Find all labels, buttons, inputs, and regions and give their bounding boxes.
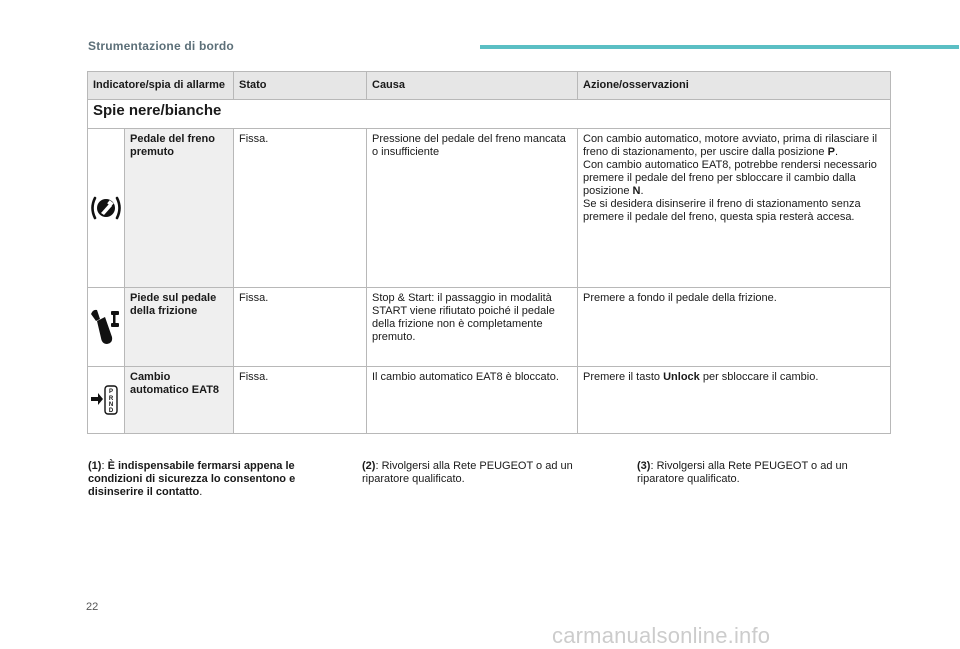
section-title: Strumentazione di bordo	[88, 39, 234, 53]
row-stato: Fissa.	[234, 288, 367, 367]
footnote-ref: (3)	[637, 460, 651, 472]
footnote-text: Rivolgersi alla Rete PEUGEOT o ad un riparatore qualificato.	[362, 460, 573, 485]
footnote-1	[88, 460, 338, 499]
azione-text-2: Con cambio automatico EAT8, potrebbe rendersi necessario premere il pedale del freno per sbloccare il cambio dalla posizione	[583, 159, 877, 197]
clutch-pedal-foot-icon	[88, 288, 125, 367]
row-name: Cambio automatico EAT8	[125, 367, 234, 434]
row-causa: Pressione del pedale del freno mancata o insufficiente	[367, 129, 578, 288]
svg-text:P: P	[108, 389, 114, 395]
footnote-2	[362, 460, 612, 486]
group-title: Spie nere/bianche	[88, 100, 891, 129]
svg-text:D: D	[108, 408, 114, 414]
azione-unlock-key: Unlock	[663, 371, 700, 383]
azione-bold-p: P	[827, 146, 835, 158]
row-causa: Il cambio automatico EAT8 è bloccato.	[367, 367, 578, 434]
table-row	[88, 288, 891, 367]
column-header-stato: Stato	[234, 72, 367, 100]
brake-pedal-foot-icon	[88, 129, 125, 288]
row-azione	[578, 129, 891, 288]
page-number: 22	[86, 601, 99, 613]
column-header-indicator: Indicatore/spia di allarme	[88, 72, 234, 100]
azione-text-before: Premere il tasto	[583, 371, 664, 383]
warning-lights-table	[87, 71, 891, 434]
section-accent-bar	[480, 45, 959, 49]
table-row	[88, 367, 891, 434]
svg-text:R: R	[108, 396, 114, 402]
row-azione	[578, 367, 891, 434]
azione-end-2: .	[640, 185, 644, 197]
footnote-3	[637, 460, 887, 486]
azione-end-1: .	[834, 146, 838, 158]
table-header-row	[88, 72, 891, 100]
azione-text-3: Se si desidera disinserire il freno di stazionamento senza premere il pedale del freno, questa spia resterà accesa.	[583, 198, 861, 223]
row-causa: Stop & Start: il passaggio in modalità START viene rifiutato poiché il pedale della frizione non è completamente premuto.	[367, 288, 578, 367]
row-name: Pedale del freno premuto	[125, 129, 234, 288]
footnote-sep: :	[650, 460, 657, 472]
table-row	[88, 129, 891, 288]
group-header-row	[88, 100, 891, 129]
footnote-ref: (2)	[362, 460, 376, 472]
column-header-causa: Causa	[367, 72, 578, 100]
footnote-sep: :	[375, 460, 382, 472]
footnote-tail: .	[199, 486, 203, 498]
row-azione: Premere a fondo il pedale della frizione.	[578, 288, 891, 367]
svg-text:N: N	[108, 402, 114, 408]
footnote-bold-text: È indispensabile fermarsi appena le condizioni di sicurezza lo consentono e disinserire il contatto	[88, 460, 296, 498]
row-stato: Fissa.	[234, 367, 367, 434]
azione-text-after: per sbloccare il cambio.	[699, 371, 819, 383]
azione-text-1: Con cambio automatico, motore avviato, prima di rilasciare il freno di stazionamento, per uscire dalla posizione	[583, 133, 878, 158]
footnote-text: Rivolgersi alla Rete PEUGEOT o ad un riparatore qualificato.	[637, 460, 848, 485]
column-header-azione: Azione/osservazioni	[578, 72, 891, 100]
row-stato: Fissa.	[234, 129, 367, 288]
footnote-ref: (1)	[88, 460, 102, 472]
footnote-sep: :	[101, 460, 108, 472]
row-name: Piede sul pedale della frizione	[125, 288, 234, 367]
azione-bold-n: N	[632, 185, 641, 197]
gearbox-prnd-icon	[88, 367, 125, 434]
watermark: carmanualsonline.info	[552, 623, 771, 648]
